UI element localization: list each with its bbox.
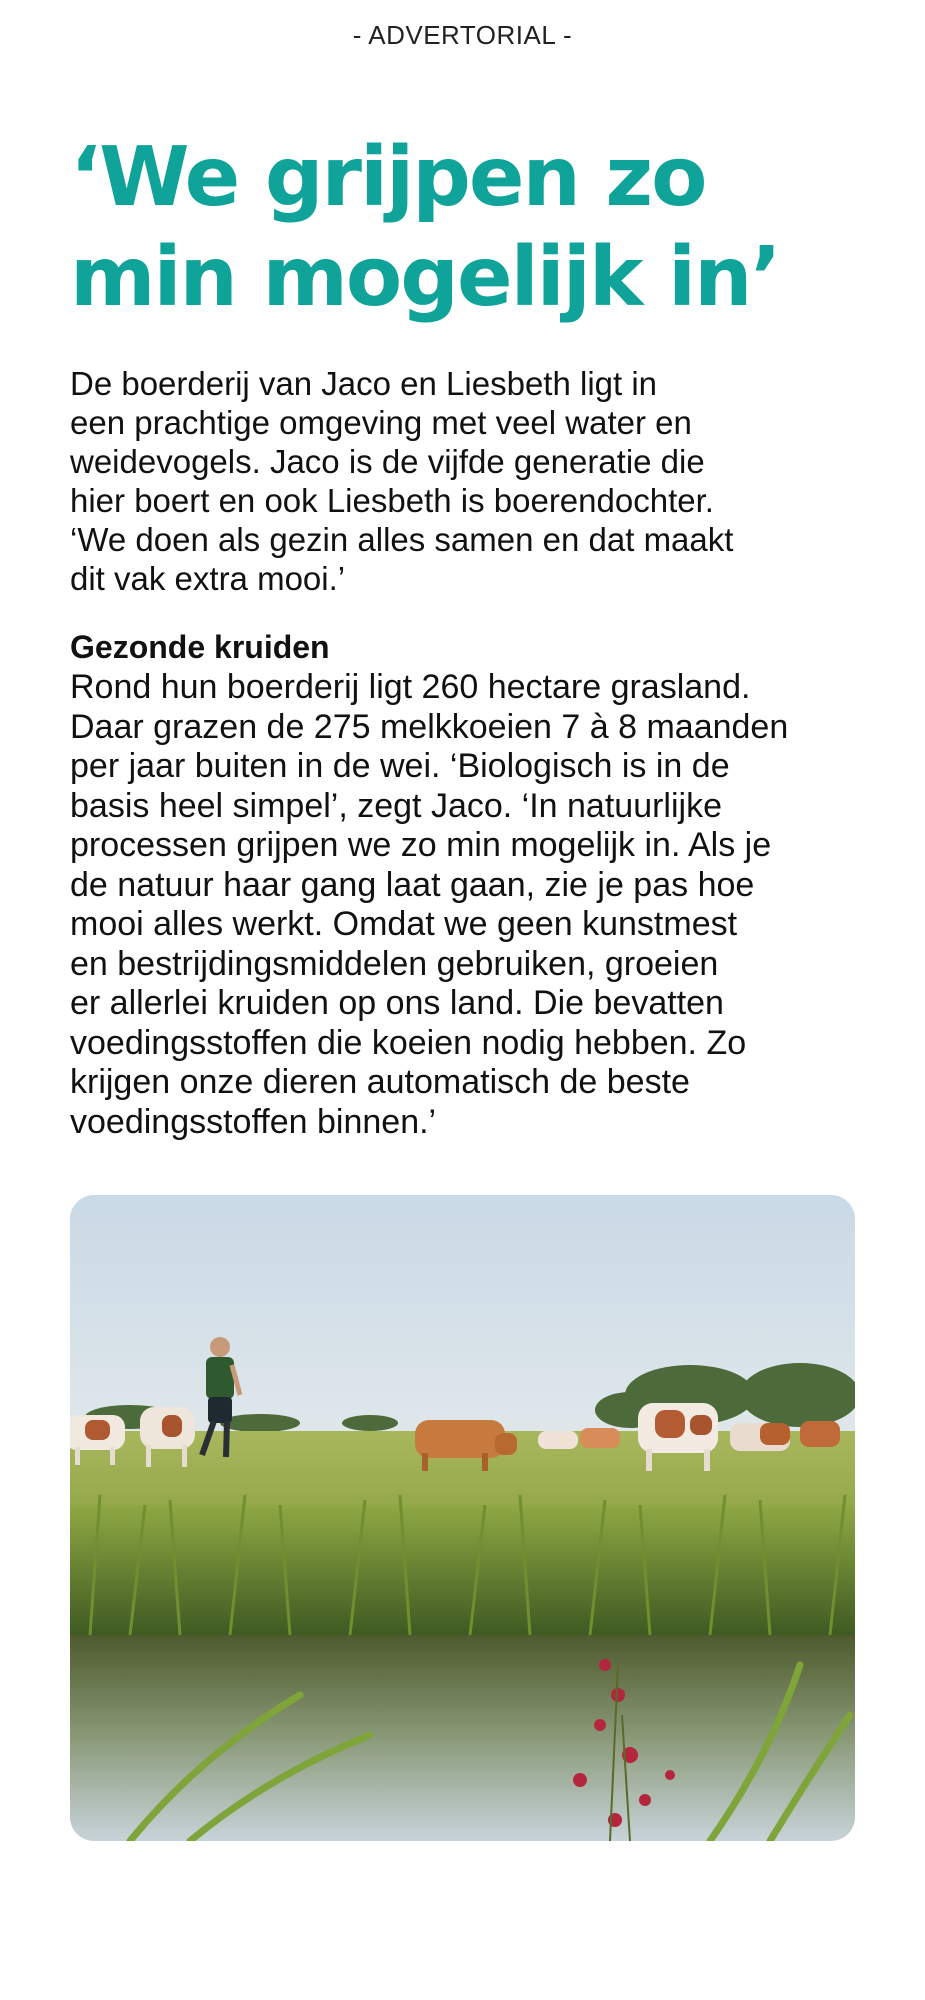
headline <box>70 128 870 328</box>
intro-line: ‘We doen als gezin alles samen en dat maakt <box>70 521 734 558</box>
body-line: Rond hun boerderij ligt 260 hectare grasland. <box>70 668 751 706</box>
body-line: krijgen onze dieren automatisch de beste <box>70 1063 690 1101</box>
body-line: er allerlei kruiden op ons land. Die bevatten <box>70 984 724 1022</box>
intro-line: weidevogels. Jaco is de vijfde generatie die <box>70 443 705 480</box>
cow <box>730 1421 840 1451</box>
headline-line: ‘We grijpen zo <box>70 130 706 225</box>
ditch-water <box>70 1635 855 1841</box>
advertorial-label: - ADVERTORIAL - <box>352 20 573 50</box>
intro-line: een prachtige omgeving met veel water en <box>70 404 692 441</box>
body-line: voedingsstoffen binnen.’ <box>70 1102 437 1141</box>
intro-line: De boerderij van Jaco en Liesbeth ligt in <box>70 365 658 402</box>
body-line: voedingsstoffen die koeien nodig hebben. Zo <box>70 1023 747 1062</box>
section-heading: Gezonde kruiden <box>70 629 330 665</box>
reed-bank <box>70 1505 855 1635</box>
body-line: per jaar buiten in de wei. ‘Biologisch is in de <box>70 747 730 785</box>
body-line: mooi alles werkt. Omdat we geen kunstmest <box>70 905 738 943</box>
body-line: en bestrijdingsmiddelen gebruiken, groeien <box>70 944 719 983</box>
headline-line: min mogelijk in’ <box>70 230 780 325</box>
body-line: basis heel simpel’, zegt Jaco. ‘In natuurlijke <box>70 786 722 825</box>
intro-line: hier boert en ook Liesbeth is boerendochter. <box>70 482 714 519</box>
body-line: Daar grazen de 275 melkkoeien 7 à 8 maanden <box>70 707 789 746</box>
body-line: processen grijpen we zo min mogelijk in. Als je <box>70 826 772 864</box>
farm-photo <box>70 1195 855 1841</box>
intro-line: dit vak extra mooi.’ <box>70 560 346 597</box>
meadow-scene <box>70 1195 855 1841</box>
section-body <box>70 668 890 1142</box>
intro-paragraph <box>70 364 870 598</box>
body-line: de natuur haar gang laat gaan, zie je pas hoe <box>70 865 755 904</box>
